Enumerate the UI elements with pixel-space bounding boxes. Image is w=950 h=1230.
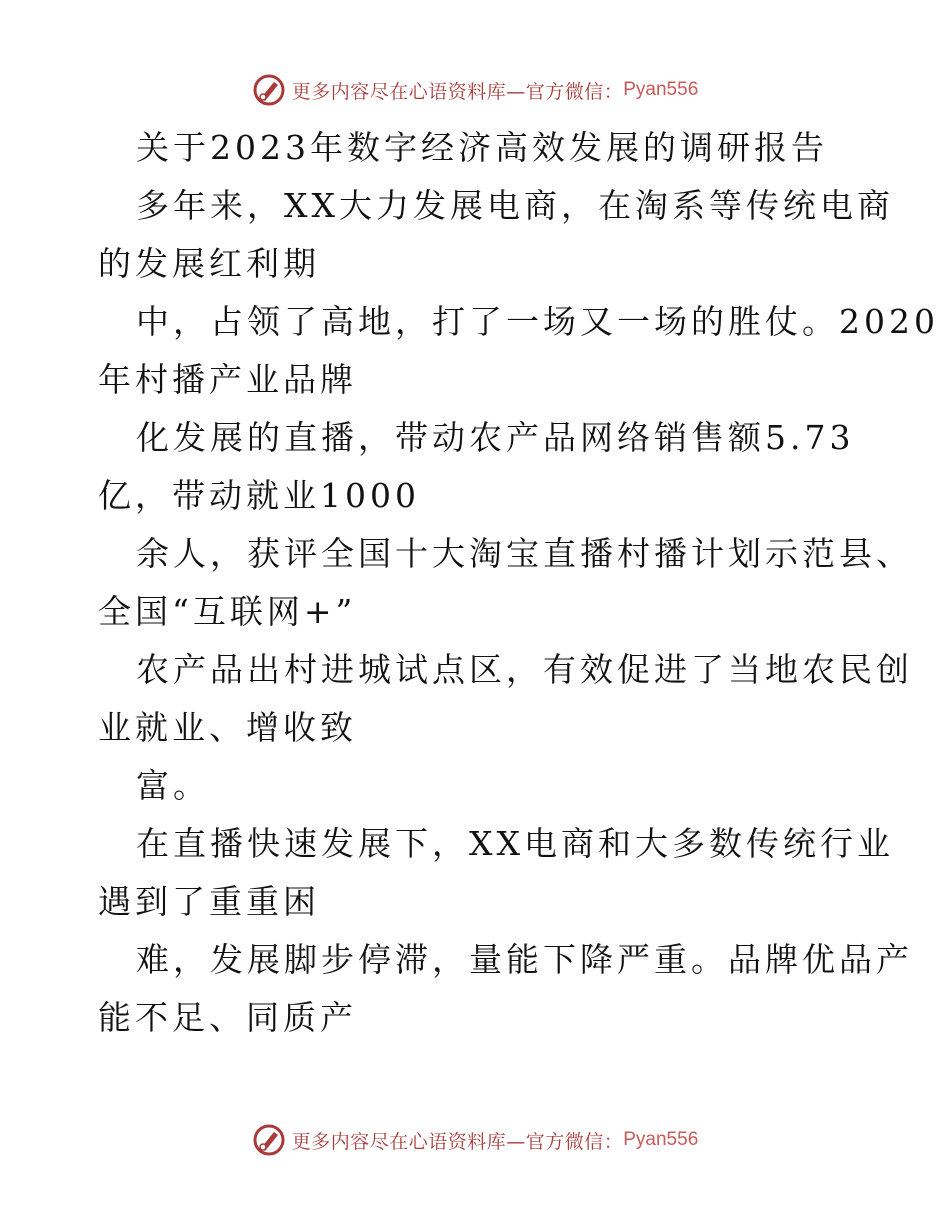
watermark-wechat-id: Pyan556 xyxy=(623,79,699,100)
header-watermark xyxy=(0,70,950,110)
paragraph-line: 遇到了重重困 xyxy=(98,882,320,921)
watermark-text: 更多内容尽在心语资料库—官方微信： xyxy=(291,1130,624,1153)
footer-watermark xyxy=(0,1120,950,1160)
paragraph-line: 中，占领了高地，打了一场又一场的胜仗。2020 xyxy=(136,302,939,341)
paragraph-line: 全国“互联网+” xyxy=(98,592,357,631)
watermark-wechat-id: Pyan556 xyxy=(623,1129,699,1150)
paragraph-line: 难，发展脚步停滞，量能下降严重。品牌优品产 xyxy=(136,940,913,979)
paragraph-line: 化发展的直播，带动农产品网络销售额5.73 xyxy=(136,418,855,457)
watermark-text: 更多内容尽在心语资料库—官方微信： xyxy=(291,80,624,103)
document-title: 关于2023年数字经济高效发展的调研报告 xyxy=(136,128,828,167)
pen-logo-icon xyxy=(252,73,286,107)
paragraph-line: 能不足、同质产 xyxy=(98,998,357,1037)
paragraph-line: 多年来，XX大力发展电商，在淘系等传统电商 xyxy=(136,186,894,225)
paragraph-line: 农产品出村进城试点区，有效促进了当地农民创 xyxy=(136,650,913,689)
paragraph-line: 余人，获评全国十大淘宝直播村播计划示范县、 xyxy=(136,534,913,573)
paragraph-line: 年村播产业品牌 xyxy=(98,360,357,399)
paragraph-line: 在直播快速发展下，XX电商和大多数传统行业 xyxy=(136,824,894,863)
paragraph-line: 业就业、增收致 xyxy=(98,708,357,747)
paragraph-line: 富。 xyxy=(136,766,210,805)
paragraph-line: 亿，带动就业1000 xyxy=(98,476,420,515)
pen-logo-icon xyxy=(252,1123,286,1157)
paragraph-line: 的发展红利期 xyxy=(98,244,320,283)
